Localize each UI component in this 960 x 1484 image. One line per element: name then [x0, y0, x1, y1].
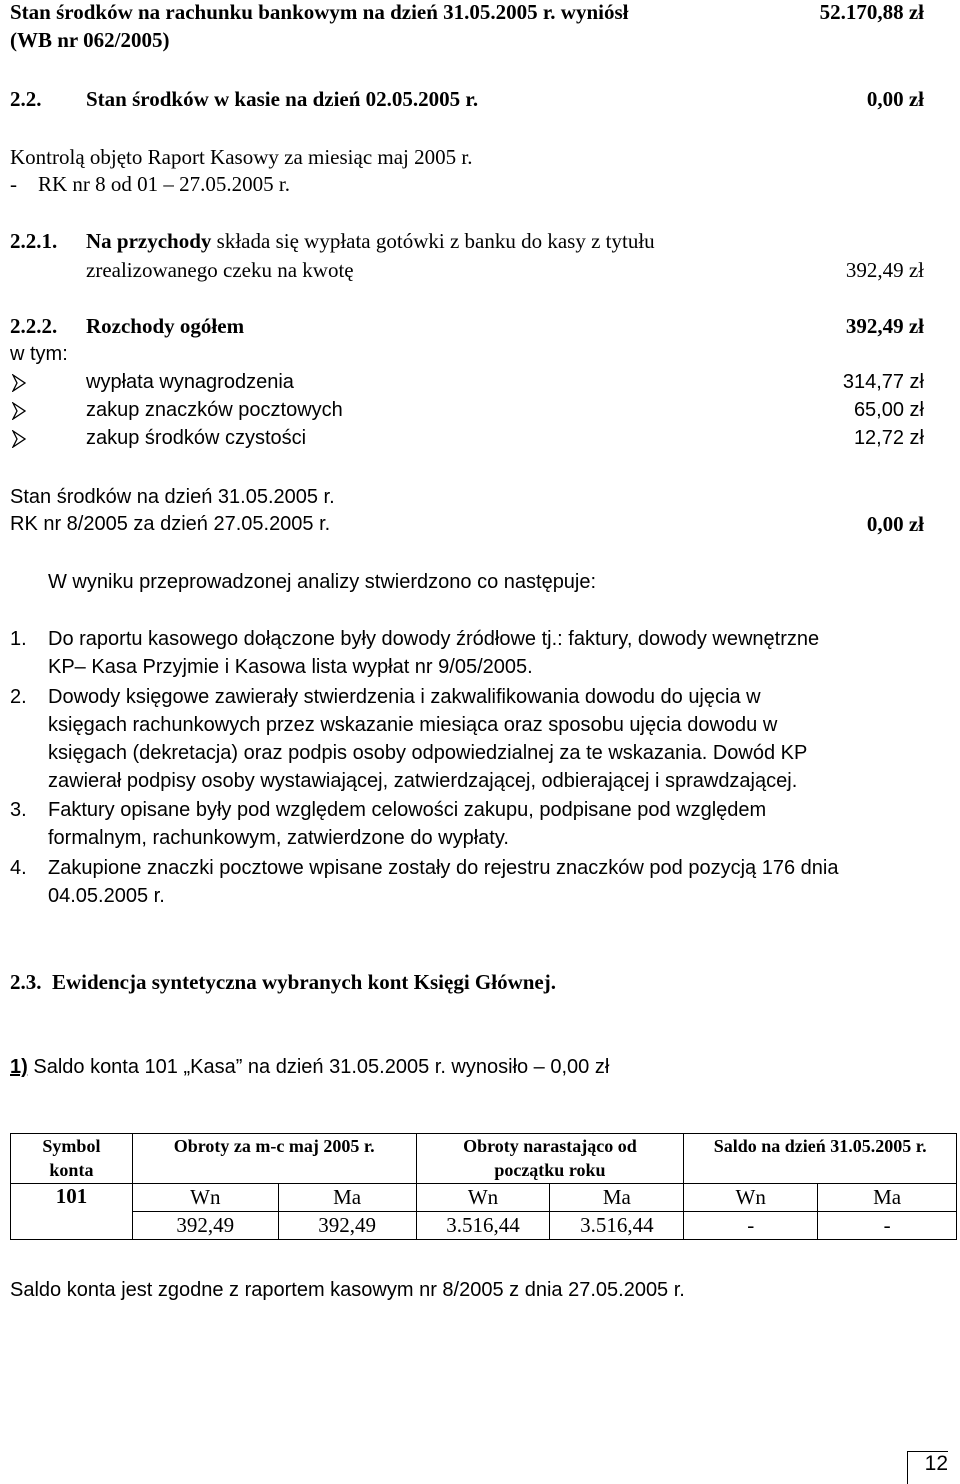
table-cell: 392,49: [132, 1212, 278, 1240]
table-cell: 3.516,44: [550, 1212, 684, 1240]
point-line: Dowody księgowe zawierały stwierdzenia i zakwalifikowania dowodu do ujęcia w: [48, 686, 761, 708]
point-line: Zakupione znaczki pocztowe wpisane zostały do rejestru znaczków pod pozycją 176 dnia: [48, 857, 839, 879]
point-line: Do raportu kasowego dołączone były dowody źródłowe tj.: faktury, dowody wewnętrzne: [48, 628, 820, 650]
table-cell: Ma: [818, 1184, 957, 1212]
table-cell: 392,49: [278, 1212, 416, 1240]
rozchody-item-amount: 314,77 zł: [842, 371, 924, 393]
stan-line1: Stan środków na dzień 31.05.2005 r.: [10, 486, 335, 508]
section-221-line2: zrealizowanego czeku na kwotę: [86, 258, 354, 282]
point-number: 4.: [10, 857, 27, 879]
point-number: 1.: [10, 628, 27, 650]
section-221-number: 2.2.1.: [10, 229, 58, 253]
ledger-table: [10, 1133, 957, 1240]
table-row: [11, 1184, 957, 1212]
footer-text: Saldo konta jest zgodne z raportem kasowym nr 8/2005 z dnia 27.05.2005 r.: [10, 1279, 685, 1301]
table-cell: 3.516,44: [416, 1212, 550, 1240]
page-number: 12: [907, 1451, 948, 1484]
header-symbol: [11, 1134, 133, 1184]
table-cell: Wn: [132, 1184, 278, 1212]
table-cell: -: [818, 1212, 957, 1240]
bank-balance-line1: Stan środków na rachunku bankowym na dzień 31.05.2005 r. wyniósł: [10, 0, 629, 24]
stan-line2: RK nr 8/2005 za dzień 27.05.2005 r.: [10, 513, 331, 535]
header-symbol-line: konta: [49, 1160, 94, 1180]
kontrola-line1: Kontrolą objęto Raport Kasowy za miesiąc maj 2005 r.: [10, 145, 473, 169]
point-number: 3.: [10, 799, 27, 821]
table-cell: -: [684, 1212, 818, 1240]
table-cell: Ma: [550, 1184, 684, 1212]
header-saldo: Saldo na dzień 31.05.2005 r.: [684, 1134, 957, 1184]
saldo-line: [10, 1055, 609, 1079]
point-line: księgach (dekretacja) oraz podpis osoby odpowiedzialnej za te wskazania. Dowód KP: [48, 742, 808, 764]
kontrola-line2: - RK nr 8 od 01 – 27.05.2005 r.: [10, 172, 290, 196]
table-cell: Ma: [278, 1184, 416, 1212]
header-narastajaco-line: Obroty narastająco od: [463, 1136, 637, 1156]
header-symbol-line: Symbol: [42, 1136, 101, 1156]
header-narastajaco-line: początku roku: [494, 1160, 606, 1180]
section-221-rest: składa się wypłata gotówki z banku do kasy z tytułu: [211, 229, 655, 253]
w-tym-label: w tym:: [10, 343, 68, 365]
header-obroty: Obroty za m-c maj 2005 r.: [132, 1134, 416, 1184]
rozchody-item: wypłata wynagrodzenia: [86, 371, 294, 393]
account-number: 101: [11, 1184, 133, 1240]
section-22-number: 2.2.: [10, 87, 42, 111]
section-23-title: 2.3. Ewidencja syntetyczna wybranych kont Księgi Głównej.: [10, 970, 556, 994]
section-221-amount: 392,49 zł: [845, 258, 924, 282]
arrow-bullet-icon: [12, 402, 26, 420]
point-line: księgach rachunkowych przez wskazanie miesiąca oraz sposobu ujęcia dowodu w: [48, 714, 778, 736]
point-line: zawierał podpisy osoby wystawiającej, zatwierdzającej, odbierającej i sprawdzającej.: [48, 770, 798, 792]
table-row: [11, 1212, 957, 1240]
section-221-bold: Na przychody: [86, 229, 212, 253]
saldo-number: 1): [10, 1056, 28, 1078]
header-narastajaco: [416, 1134, 684, 1184]
bank-balance-amount: 52.170,88 zł: [819, 0, 924, 24]
rozchody-item: zakup środków czystości: [86, 427, 307, 449]
saldo-text: Saldo konta 101 „Kasa” na dzień 31.05.2005 r. wynosiło – 0,00 zł: [27, 1056, 610, 1078]
arrow-bullet-icon: [12, 430, 26, 448]
rozchody-item-amount: 12,72 zł: [853, 427, 924, 449]
point-line: 04.05.2005 r.: [48, 885, 165, 907]
table-cell: Wn: [416, 1184, 550, 1212]
arrow-bullet-icon: [12, 374, 26, 392]
section-22-amount: 0,00 zł: [866, 87, 924, 111]
section-221-text: [86, 229, 655, 253]
section-222-number: 2.2.2.: [10, 314, 58, 338]
point-line: KP– Kasa Przyjmie i Kasowa lista wypłat nr 9/05/2005.: [48, 656, 533, 678]
table-header-row: [11, 1134, 957, 1184]
point-line: formalnym, rachunkowym, zatwierdzone do wypłaty.: [48, 827, 509, 849]
rozchody-item: zakup znaczków pocztowych: [86, 399, 343, 421]
section-222-label: Rozchody ogółem: [86, 314, 245, 338]
section-222-amount: 392,49 zł: [845, 314, 924, 338]
stan-amount: 0,00 zł: [866, 512, 924, 536]
bank-balance-line2: (WB nr 062/2005): [10, 28, 170, 52]
table-cell: Wn: [684, 1184, 818, 1212]
analiza-intro: W wyniku przeprowadzonej analizy stwierdzono co następuje:: [48, 571, 597, 593]
point-line: Faktury opisane były pod względem celowości zakupu, podpisane pod względem: [48, 799, 767, 821]
point-number: 2.: [10, 686, 27, 708]
section-22-label: Stan środków w kasie na dzień 02.05.2005 r.: [86, 87, 479, 111]
rozchody-item-amount: 65,00 zł: [853, 399, 924, 421]
